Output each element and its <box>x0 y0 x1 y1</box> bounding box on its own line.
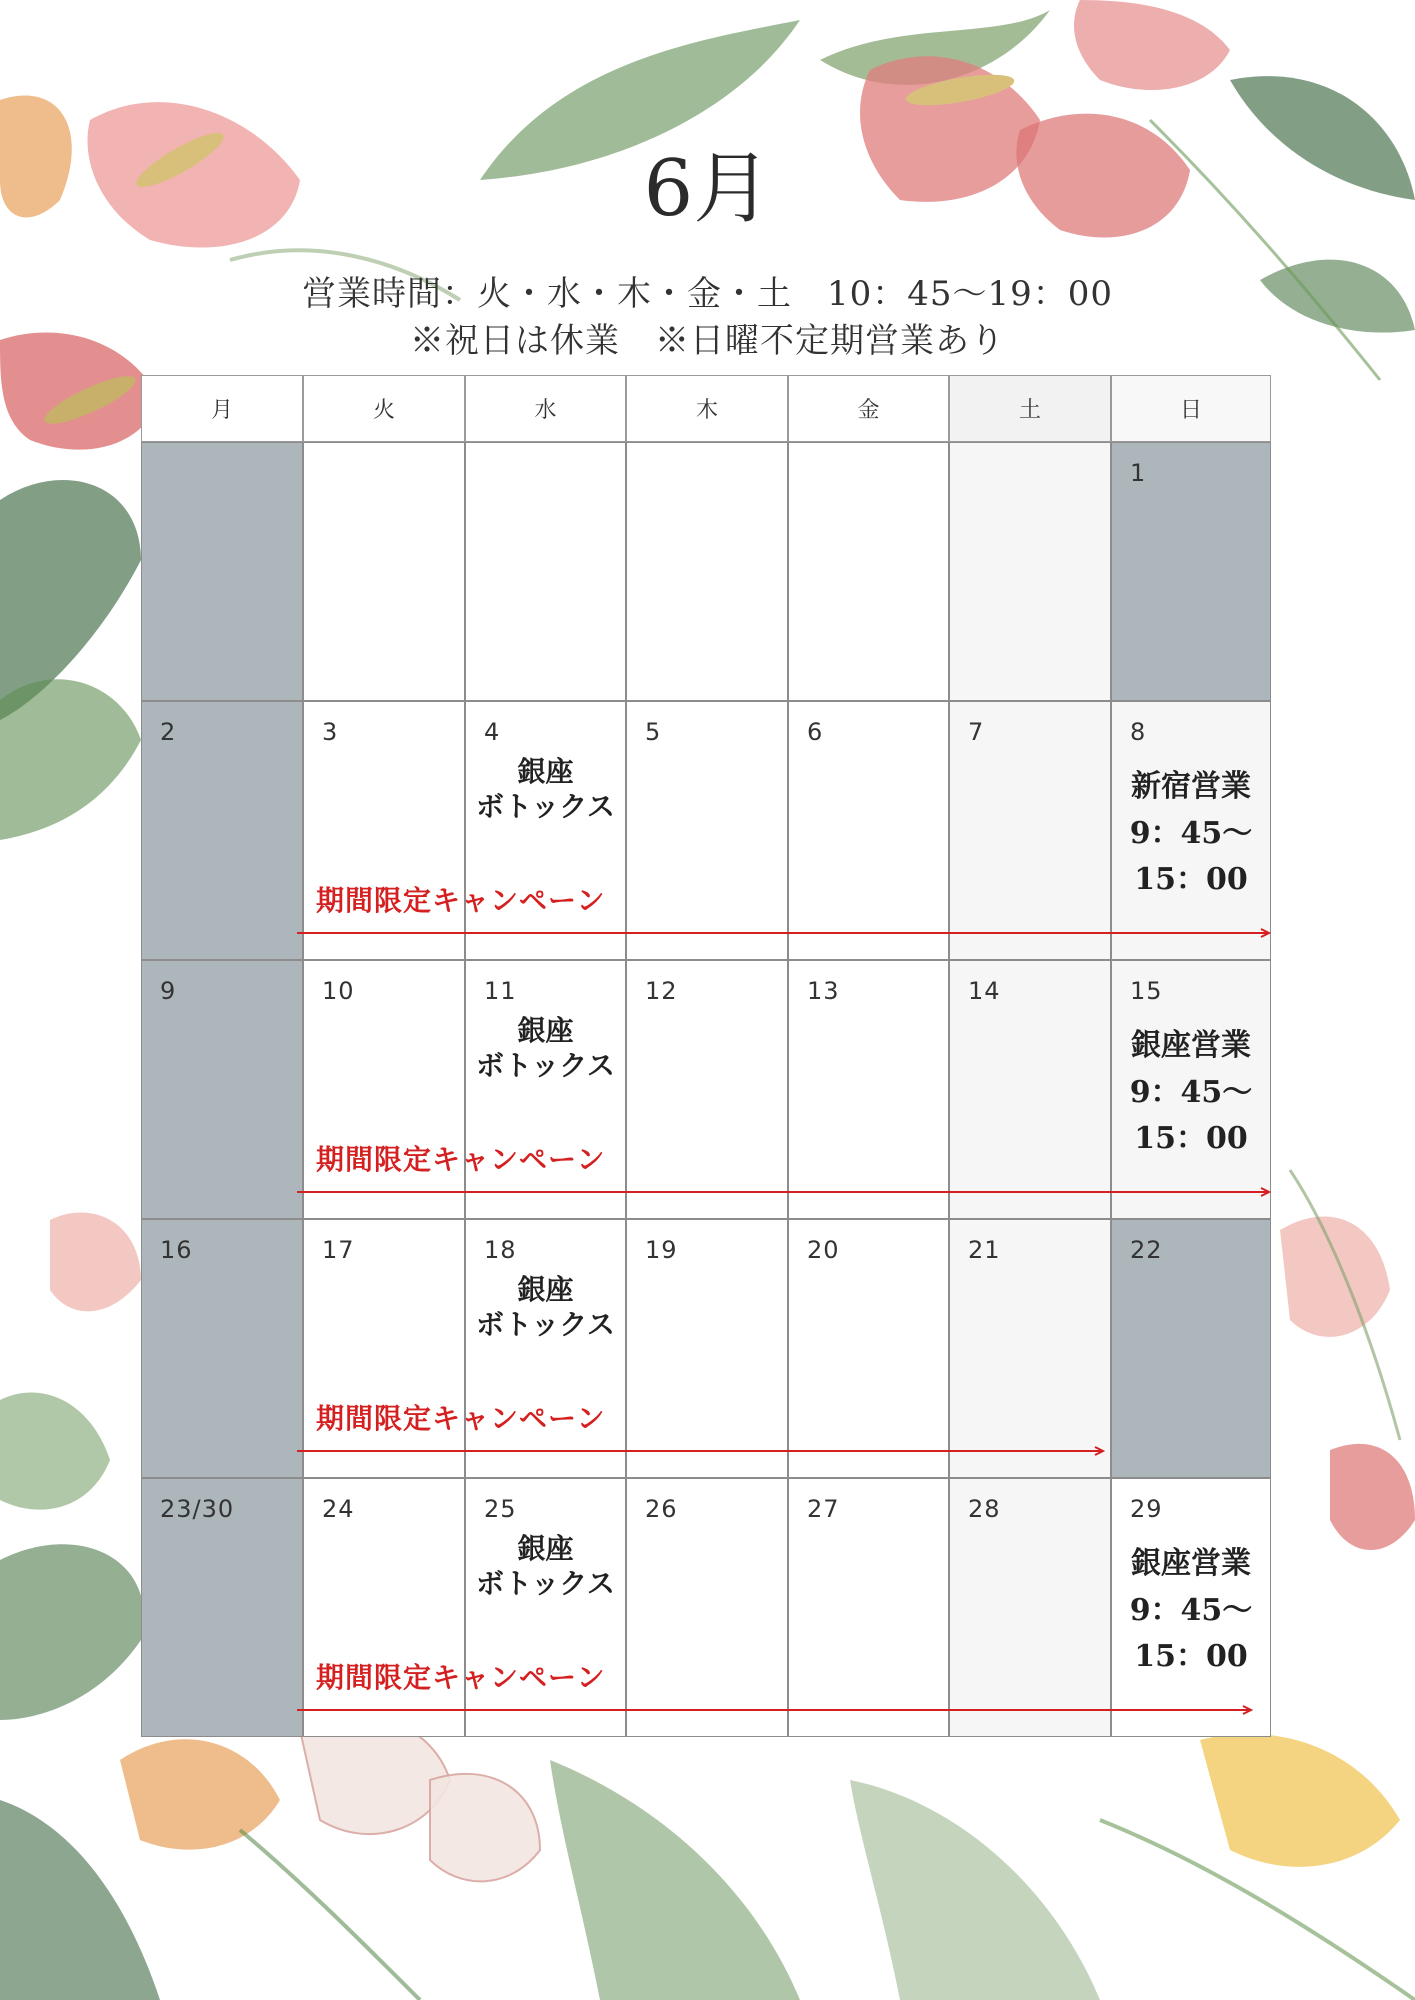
event-line: 銀座 <box>517 1532 574 1565</box>
day-cell <box>141 1219 303 1478</box>
day-cell <box>626 960 788 1219</box>
sunday-line: 15：00 <box>1134 1639 1248 1674</box>
day-number: 23/30 <box>160 1495 235 1523</box>
day-number: 9 <box>160 977 177 1005</box>
weekday-header: 木 <box>626 375 788 442</box>
day-cell <box>465 442 626 701</box>
weekday-header: 金 <box>788 375 949 442</box>
day-number: 5 <box>645 718 662 746</box>
day-cell <box>626 442 788 701</box>
campaign-arrow <box>141 1186 1271 1198</box>
event-line: ボトックス <box>476 1049 615 1082</box>
day-number: 10 <box>322 977 355 1005</box>
sunday-line: 9：45〜 <box>1129 815 1253 851</box>
day-number: 25 <box>484 1495 517 1523</box>
day-number: 14 <box>968 977 1001 1005</box>
day-number: 6 <box>807 718 824 746</box>
wed-event <box>466 754 625 824</box>
business-hours: 営業時間：火・水・木・金・土 10：45〜19：00 <box>301 274 1114 314</box>
day-cell <box>1111 960 1271 1219</box>
day-cell <box>788 960 949 1219</box>
sunday-opening <box>1112 1541 1270 1681</box>
day-cell <box>303 1219 465 1478</box>
day-number: 24 <box>322 1495 355 1523</box>
day-cell <box>141 1478 303 1737</box>
event-line: ボトックス <box>476 1567 615 1600</box>
event-line: 銀座 <box>517 755 574 788</box>
campaign-label: 期間限定キャンペーン <box>316 884 606 917</box>
day-cell <box>626 701 788 960</box>
wed-event <box>466 1531 625 1601</box>
day-cell <box>1111 1478 1271 1737</box>
day-number: 1 <box>1130 459 1147 487</box>
day-cell <box>788 1478 949 1737</box>
wed-event <box>466 1013 625 1083</box>
event-line: ボトックス <box>476 1308 615 1341</box>
day-number: 2 <box>160 718 177 746</box>
campaign-label: 期間限定キャンペーン <box>316 1402 606 1435</box>
day-number: 15 <box>1130 977 1163 1005</box>
day-number: 27 <box>807 1495 840 1523</box>
day-cell <box>788 442 949 701</box>
day-cell <box>465 1478 626 1737</box>
day-cell <box>949 960 1111 1219</box>
day-cell <box>303 1478 465 1737</box>
event-line: 銀座 <box>517 1014 574 1047</box>
day-cell <box>303 960 465 1219</box>
day-number: 16 <box>160 1236 193 1264</box>
day-cell <box>1111 1219 1271 1478</box>
day-number: 21 <box>968 1236 1001 1264</box>
day-cell <box>141 960 303 1219</box>
day-cell <box>141 442 303 701</box>
day-cell <box>1111 442 1271 701</box>
campaign-label: 期間限定キャンペーン <box>316 1661 606 1694</box>
day-number: 20 <box>807 1236 840 1264</box>
day-cell <box>788 701 949 960</box>
day-cell <box>465 701 626 960</box>
campaign-arrow <box>141 1704 1271 1716</box>
day-number: 7 <box>968 718 985 746</box>
holiday-note: ※祝日は休業 ※日曜不定期営業あり <box>410 321 1005 361</box>
sunday-line: 9：45〜 <box>1129 1592 1253 1628</box>
sunday-line: 銀座営業 <box>1131 1546 1251 1581</box>
sunday-line: 銀座営業 <box>1131 1028 1251 1063</box>
day-number: 18 <box>484 1236 517 1264</box>
day-number: 8 <box>1130 718 1147 746</box>
day-number: 12 <box>645 977 678 1005</box>
campaign-arrow <box>141 1445 1271 1457</box>
day-number: 26 <box>645 1495 678 1523</box>
sunday-line: 15：00 <box>1134 862 1248 897</box>
sunday-line: 新宿営業 <box>1131 769 1251 804</box>
event-line: ボトックス <box>476 790 615 823</box>
day-cell <box>949 701 1111 960</box>
day-number: 19 <box>645 1236 678 1264</box>
campaign-arrow <box>141 927 1271 939</box>
day-cell <box>1111 701 1271 960</box>
campaign-label: 期間限定キャンペーン <box>316 1143 606 1176</box>
day-cell <box>626 1219 788 1478</box>
day-cell <box>949 442 1111 701</box>
day-cell <box>303 442 465 701</box>
day-number: 28 <box>968 1495 1001 1523</box>
day-number: 17 <box>322 1236 355 1264</box>
day-number: 3 <box>322 718 339 746</box>
weekday-header: 月 <box>141 375 303 442</box>
day-number: 22 <box>1130 1236 1163 1264</box>
day-number: 13 <box>807 977 840 1005</box>
weekday-header: 日 <box>1111 375 1271 442</box>
day-cell <box>626 1478 788 1737</box>
day-cell <box>949 1219 1111 1478</box>
weekday-header: 土 <box>949 375 1111 442</box>
day-cell <box>141 701 303 960</box>
day-cell <box>465 1219 626 1478</box>
day-cell <box>303 701 465 960</box>
day-number: 4 <box>484 718 501 746</box>
wed-event <box>466 1272 625 1342</box>
day-cell <box>949 1478 1111 1737</box>
day-cell <box>788 1219 949 1478</box>
weekday-header: 火 <box>303 375 465 442</box>
weekday-header: 水 <box>465 375 626 442</box>
calendar <box>141 375 1271 1735</box>
sunday-line: 9：45〜 <box>1129 1074 1253 1110</box>
month-title: 6月 <box>643 144 772 234</box>
sunday-opening <box>1112 1023 1270 1163</box>
sunday-opening <box>1112 764 1270 904</box>
event-line: 銀座 <box>517 1273 574 1306</box>
day-number: 29 <box>1130 1495 1163 1523</box>
day-number: 11 <box>484 977 517 1005</box>
day-cell <box>465 960 626 1219</box>
sunday-line: 15：00 <box>1134 1121 1248 1156</box>
